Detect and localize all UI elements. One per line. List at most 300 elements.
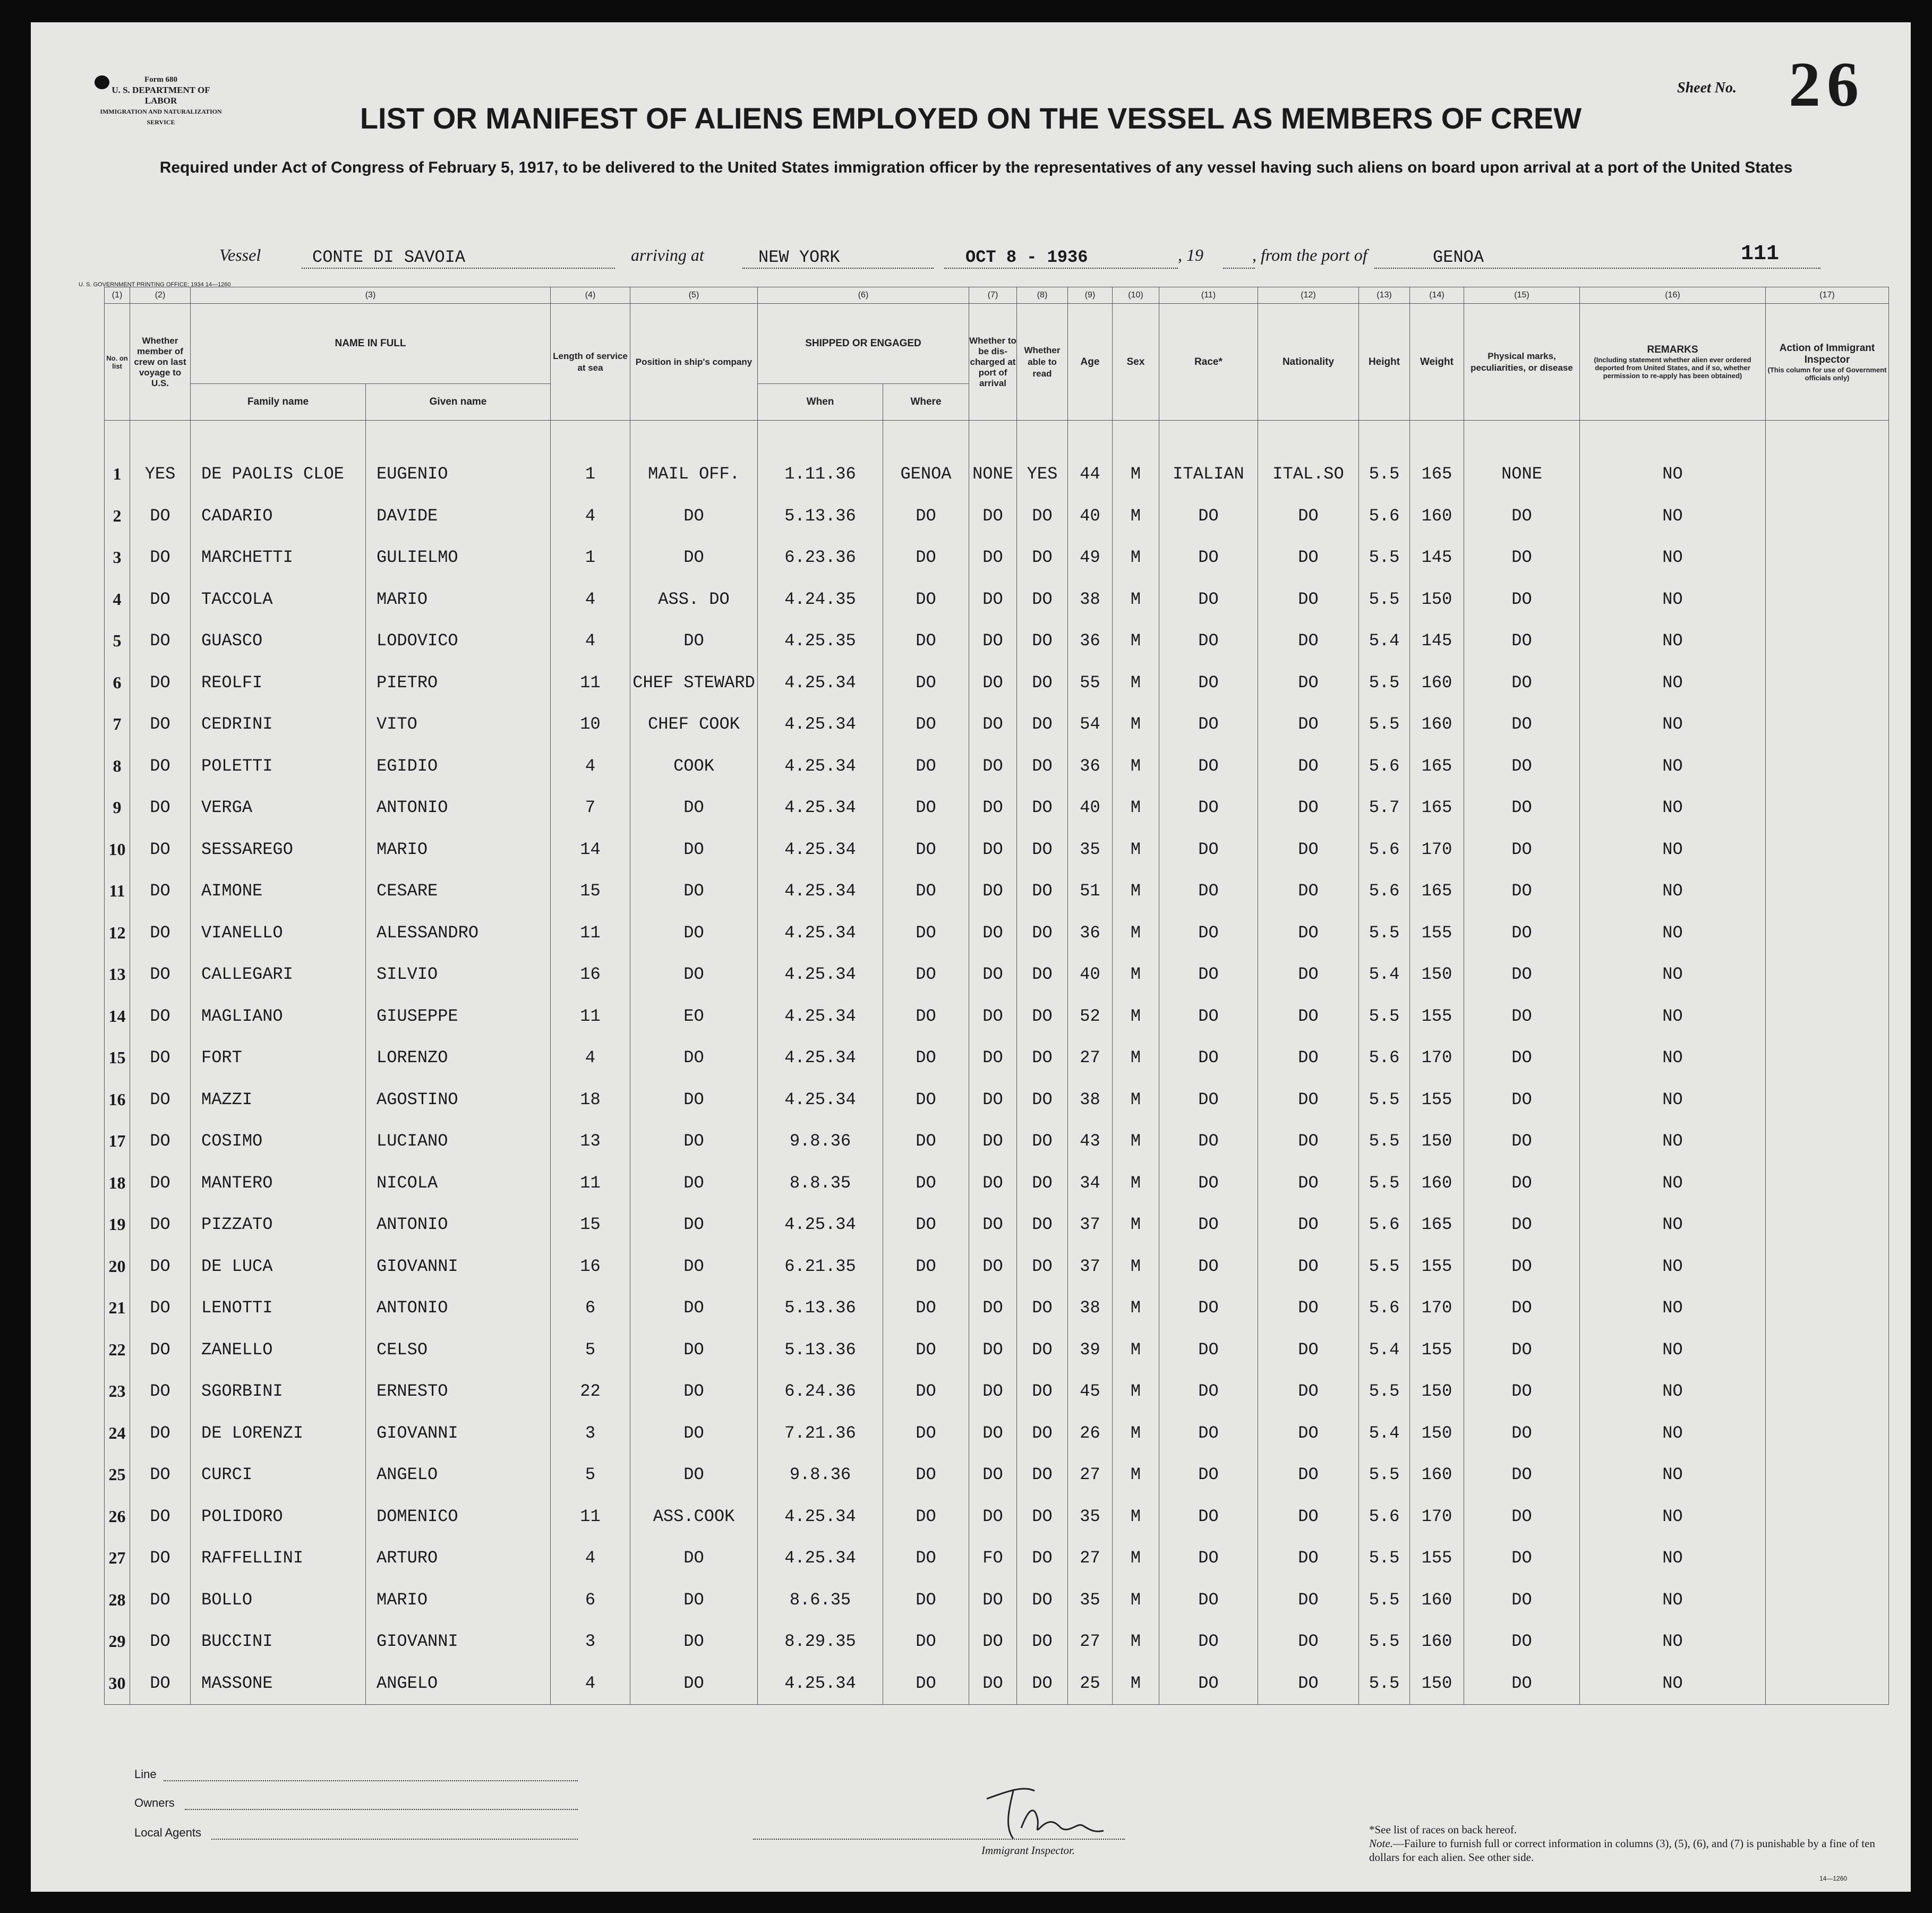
nationality-cell: DO [1258, 1162, 1359, 1204]
family-name-cell: GUASCO [191, 620, 366, 662]
weight-cell: 150 [1410, 954, 1464, 996]
sex-cell: M [1113, 1079, 1159, 1121]
position-cell: DO [630, 787, 758, 829]
age-cell: 49 [1068, 537, 1113, 579]
inspector-label: Immigrant Inspector. [981, 1844, 1075, 1857]
age-cell: 38 [1068, 578, 1113, 620]
action-cell [1766, 537, 1889, 579]
height-cell: 5.4 [1359, 620, 1410, 662]
nationality-cell: DO [1258, 537, 1359, 579]
given-name-cell: NICOLA [366, 1162, 551, 1204]
race-cell: DO [1159, 620, 1258, 662]
nationality-cell: DO [1258, 1079, 1359, 1121]
table-row [105, 1412, 1889, 1454]
remarks-cell: NO [1580, 578, 1766, 620]
family-name-cell: COSIMO [191, 1121, 366, 1163]
sex-cell: M [1113, 1412, 1159, 1454]
age-cell: 37 [1068, 1245, 1113, 1287]
prev-voyage-cell: DO [130, 1662, 191, 1704]
table-row [105, 1287, 1889, 1329]
table-row [105, 1454, 1889, 1496]
discharged-cell: DO [969, 1037, 1017, 1079]
able-read-cell: DO [1017, 870, 1068, 912]
nationality-cell: DO [1258, 1579, 1359, 1621]
shipped-where-cell: DO [883, 578, 969, 620]
age-cell: 36 [1068, 745, 1113, 787]
service-cell: 4 [551, 745, 630, 787]
page-title: LIST OR MANIFEST OF ALIENS EMPLOYED ON THE VESSEL AS MEMBERS OF CREW [360, 101, 1582, 135]
table-row [105, 537, 1889, 579]
weight-cell: 165 [1410, 1204, 1464, 1246]
action-cell [1766, 1496, 1889, 1538]
remarks-cell: NO [1580, 787, 1766, 829]
height-cell: 5.5 [1359, 1662, 1410, 1704]
shipped-when-cell: 5.13.36 [758, 1329, 883, 1371]
discharged-cell: FO [969, 1538, 1017, 1579]
vessel-name: CONTE DI SAVOIA [312, 247, 466, 267]
arriving-port: NEW YORK [758, 247, 840, 267]
weight-cell: 155 [1410, 1245, 1464, 1287]
race-cell: DO [1159, 954, 1258, 996]
prev-voyage-cell: DO [130, 1121, 191, 1163]
inspector-signature [976, 1775, 1114, 1849]
family-name-cell: DE PAOLIS CLOE [191, 421, 366, 496]
able-read-cell: DO [1017, 620, 1068, 662]
age-cell: 52 [1068, 995, 1113, 1037]
given-name-cell: ANTONIO [366, 787, 551, 829]
family-name-cell: FORT [191, 1037, 366, 1079]
action-cell [1766, 704, 1889, 746]
nationality-cell: DO [1258, 995, 1359, 1037]
remarks-cell: NO [1580, 1204, 1766, 1246]
weight-cell: 160 [1410, 1162, 1464, 1204]
able-read-cell: YES [1017, 421, 1068, 496]
race-cell: DO [1159, 1579, 1258, 1621]
shipped-where-cell: DO [883, 870, 969, 912]
no-cell: 6 [105, 662, 130, 704]
action-cell [1766, 1538, 1889, 1579]
col-num-9: (9) [1068, 287, 1113, 304]
shipped-where-cell: DO [883, 620, 969, 662]
position-cell: ASS.COOK [630, 1496, 758, 1538]
shipped-when-cell: 8.29.35 [758, 1621, 883, 1663]
shipped-where-cell: DO [883, 787, 969, 829]
sex-cell: M [1113, 1287, 1159, 1329]
position-cell: EO [630, 995, 758, 1037]
family-name-cell: MASSONE [191, 1662, 366, 1704]
nationality-cell: DO [1258, 787, 1359, 829]
prev-voyage-cell: DO [130, 537, 191, 579]
no-cell: 27 [105, 1538, 130, 1579]
header-discharged: Whether to be dis-charged at port of arrival [969, 304, 1017, 421]
physical-cell: DO [1464, 912, 1580, 954]
given-name-cell: LORENZO [366, 1037, 551, 1079]
family-name-cell: DE LORENZI [191, 1412, 366, 1454]
discharged-cell: DO [969, 1371, 1017, 1413]
shipped-where-cell: DO [883, 1454, 969, 1496]
weight-cell: 165 [1410, 745, 1464, 787]
col-num-14: (14) [1410, 287, 1464, 304]
remarks-cell: NO [1580, 1037, 1766, 1079]
header-remarks-title: REMARKS [1647, 344, 1698, 355]
col-num-6: (6) [758, 287, 969, 304]
given-name-cell: EUGENIO [366, 421, 551, 496]
header-remarks-note: (Including statement whether alien ever ordered deported from United States, and if so, whether permission to re-apply has been obtained) [1594, 356, 1751, 380]
shipped-when-cell: 9.8.36 [758, 1121, 883, 1163]
no-cell: 1 [105, 421, 130, 496]
prev-voyage-cell: DO [130, 1454, 191, 1496]
remarks-cell: NO [1580, 1538, 1766, 1579]
height-cell: 5.5 [1359, 662, 1410, 704]
action-cell [1766, 1412, 1889, 1454]
year-label: , 19 [1178, 245, 1203, 264]
race-cell: DO [1159, 1454, 1258, 1496]
age-cell: 26 [1068, 1412, 1113, 1454]
family-name-cell: MARCHETTI [191, 537, 366, 579]
height-cell: 5.5 [1359, 1121, 1410, 1163]
prev-voyage-cell: DO [130, 662, 191, 704]
service-cell: 16 [551, 1245, 630, 1287]
given-name-cell: EGIDIO [366, 745, 551, 787]
shipped-when-cell: 4.25.34 [758, 1662, 883, 1704]
header-action-title: Action of Immigrant Inspector [1779, 342, 1875, 365]
age-cell: 39 [1068, 1329, 1113, 1371]
sex-cell: M [1113, 1662, 1159, 1704]
no-cell: 26 [105, 1496, 130, 1538]
shipped-when-cell: 4.25.34 [758, 870, 883, 912]
height-cell: 5.6 [1359, 1496, 1410, 1538]
weight-cell: 155 [1410, 1538, 1464, 1579]
arriving-label: arriving at [631, 245, 704, 264]
able-read-cell: DO [1017, 1162, 1068, 1204]
family-name-cell: MANTERO [191, 1162, 366, 1204]
age-cell: 36 [1068, 620, 1113, 662]
given-name-cell: VITO [366, 704, 551, 746]
able-read-cell: DO [1017, 1412, 1068, 1454]
prev-voyage-cell: DO [130, 1538, 191, 1579]
prev-voyage-cell: DO [130, 495, 191, 537]
agents-label: Local Agents [134, 1826, 201, 1839]
action-cell [1766, 1079, 1889, 1121]
shipped-where-cell: DO [883, 1621, 969, 1663]
race-cell: DO [1159, 829, 1258, 870]
table-row [105, 787, 1889, 829]
remarks-cell: NO [1580, 1621, 1766, 1663]
race-cell: DO [1159, 1287, 1258, 1329]
physical-cell: DO [1464, 1162, 1580, 1204]
shipped-when-cell: 4.25.34 [758, 912, 883, 954]
age-cell: 35 [1068, 1496, 1113, 1538]
nationality-cell: DO [1258, 1245, 1359, 1287]
no-cell: 3 [105, 537, 130, 579]
voyage-line [31, 240, 1911, 272]
shipped-when-cell: 4.25.34 [758, 1079, 883, 1121]
header-nationality: Nationality [1258, 304, 1359, 421]
physical-cell: DO [1464, 578, 1580, 620]
given-name-cell: ANTONIO [366, 1287, 551, 1329]
remarks-cell: NO [1580, 870, 1766, 912]
service-cell: 22 [551, 1371, 630, 1413]
service-cell: 5 [551, 1454, 630, 1496]
position-cell: DO [630, 1037, 758, 1079]
crew-manifest-table [104, 287, 1889, 1705]
no-cell: 12 [105, 912, 130, 954]
position-cell: DO [630, 1121, 758, 1163]
able-read-cell: DO [1017, 787, 1068, 829]
discharged-cell: NONE [969, 421, 1017, 496]
table-row [105, 1496, 1889, 1538]
nationality-cell: DO [1258, 829, 1359, 870]
sex-cell: M [1113, 745, 1159, 787]
position-cell: DO [630, 1204, 758, 1246]
discharged-cell: DO [969, 662, 1017, 704]
physical-cell: DO [1464, 662, 1580, 704]
race-cell: DO [1159, 1496, 1258, 1538]
discharged-cell: DO [969, 870, 1017, 912]
weight-cell: 165 [1410, 787, 1464, 829]
race-cell: DO [1159, 1371, 1258, 1413]
remarks-cell: NO [1580, 1287, 1766, 1329]
action-cell [1766, 1037, 1889, 1079]
position-cell: DO [630, 1412, 758, 1454]
discharged-cell: DO [969, 787, 1017, 829]
physical-cell: DO [1464, 537, 1580, 579]
col-num-16: (16) [1580, 287, 1766, 304]
discharged-cell: DO [969, 829, 1017, 870]
shipped-when-cell: 4.25.34 [758, 745, 883, 787]
height-cell: 5.6 [1359, 1037, 1410, 1079]
family-name-cell: BOLLO [191, 1579, 366, 1621]
able-read-cell: DO [1017, 954, 1068, 996]
able-read-cell: DO [1017, 1204, 1068, 1246]
position-cell: DO [630, 1454, 758, 1496]
age-cell: 27 [1068, 1538, 1113, 1579]
action-cell [1766, 421, 1889, 496]
fine-note [1369, 1837, 1900, 1864]
discharged-cell: DO [969, 1162, 1017, 1204]
sex-cell: M [1113, 1329, 1159, 1371]
discharged-cell: DO [969, 578, 1017, 620]
service-cell: 15 [551, 1204, 630, 1246]
list-reference: 111 [1741, 242, 1780, 266]
prev-voyage-cell: DO [130, 1037, 191, 1079]
given-name-cell: SILVIO [366, 954, 551, 996]
age-cell: 54 [1068, 704, 1113, 746]
action-cell [1766, 745, 1889, 787]
prev-voyage-cell: DO [130, 1245, 191, 1287]
physical-cell: DO [1464, 829, 1580, 870]
departure-port: GENOA [1433, 247, 1484, 267]
able-read-cell: DO [1017, 1496, 1068, 1538]
shipped-where-cell: DO [883, 1329, 969, 1371]
no-cell: 2 [105, 495, 130, 537]
table-row [105, 995, 1889, 1037]
shipped-when-cell: 4.25.34 [758, 1037, 883, 1079]
table-row [105, 829, 1889, 870]
prev-voyage-cell: DO [130, 787, 191, 829]
discharged-cell: DO [969, 537, 1017, 579]
weight-cell: 145 [1410, 537, 1464, 579]
position-cell: DO [630, 1245, 758, 1287]
prev-voyage-cell: DO [130, 1496, 191, 1538]
age-cell: 35 [1068, 829, 1113, 870]
department-name: U. S. DEPARTMENT OF LABOR [112, 85, 210, 106]
physical-cell: NONE [1464, 421, 1580, 496]
shipped-when-cell: 4.25.34 [758, 1496, 883, 1538]
height-cell: 5.5 [1359, 995, 1410, 1037]
height-cell: 5.5 [1359, 1079, 1410, 1121]
no-cell: 17 [105, 1121, 130, 1163]
sex-cell: M [1113, 1371, 1159, 1413]
service-cell: 18 [551, 1079, 630, 1121]
shipped-where-cell: DO [883, 954, 969, 996]
height-cell: 5.7 [1359, 787, 1410, 829]
prev-voyage-cell: DO [130, 578, 191, 620]
able-read-cell: DO [1017, 537, 1068, 579]
header-family-name: Family name [191, 384, 366, 421]
discharged-cell: DO [969, 995, 1017, 1037]
able-read-cell: DO [1017, 578, 1068, 620]
race-cell: DO [1159, 1329, 1258, 1371]
printing-note: U. S. GOVERNMENT PRINTING OFFICE: 1934 14—1260 [79, 281, 231, 288]
race-cell: DO [1159, 1412, 1258, 1454]
position-cell: DO [630, 1538, 758, 1579]
physical-cell: DO [1464, 954, 1580, 996]
physical-cell: DO [1464, 870, 1580, 912]
family-name-cell: CEDRINI [191, 704, 366, 746]
family-name-cell: ZANELLO [191, 1329, 366, 1371]
race-cell: DO [1159, 1538, 1258, 1579]
given-name-cell: AGOSTINO [366, 1079, 551, 1121]
sex-cell: M [1113, 870, 1159, 912]
height-cell: 5.6 [1359, 829, 1410, 870]
family-name-cell: MAZZI [191, 1079, 366, 1121]
given-name-cell: DOMENICO [366, 1496, 551, 1538]
action-cell [1766, 662, 1889, 704]
given-name-cell: MARIO [366, 829, 551, 870]
given-name-cell: GIUSEPPE [366, 995, 551, 1037]
col-num-10: (10) [1113, 287, 1159, 304]
given-name-cell: MARIO [366, 578, 551, 620]
remarks-cell: NO [1580, 1496, 1766, 1538]
action-cell [1766, 1204, 1889, 1246]
height-cell: 5.6 [1359, 745, 1410, 787]
family-name-cell: REOLFI [191, 662, 366, 704]
height-cell: 5.5 [1359, 578, 1410, 620]
header-remarks [1580, 304, 1766, 421]
height-cell: 5.4 [1359, 954, 1410, 996]
header-action-note: (This column for use of Government officials only) [1767, 365, 1887, 382]
shipped-where-cell: DO [883, 1496, 969, 1538]
prev-voyage-cell: DO [130, 954, 191, 996]
race-cell: DO [1159, 537, 1258, 579]
nationality-cell: ITAL.SO [1258, 421, 1359, 496]
nationality-cell: DO [1258, 912, 1359, 954]
footnote [1369, 1823, 1900, 1864]
action-cell [1766, 1162, 1889, 1204]
service-cell: 5 [551, 1329, 630, 1371]
table-row [105, 1037, 1889, 1079]
race-cell: DO [1159, 495, 1258, 537]
age-cell: 43 [1068, 1121, 1113, 1163]
shipped-where-cell: DO [883, 1204, 969, 1246]
age-cell: 55 [1068, 662, 1113, 704]
no-cell: 4 [105, 578, 130, 620]
family-name-cell: PIZZATO [191, 1204, 366, 1246]
nationality-cell: DO [1258, 1121, 1359, 1163]
race-cell: DO [1159, 1245, 1258, 1287]
header-when: When [758, 384, 883, 421]
shipped-when-cell: 4.25.34 [758, 829, 883, 870]
discharged-cell: DO [969, 1579, 1017, 1621]
header-name-in-full: NAME IN FULL [191, 304, 551, 384]
shipped-where-cell: DO [883, 1037, 969, 1079]
prev-voyage-cell: DO [130, 1162, 191, 1204]
table-row [105, 1329, 1889, 1371]
no-cell: 22 [105, 1329, 130, 1371]
shipped-when-cell: 4.25.34 [758, 787, 883, 829]
no-cell: 10 [105, 829, 130, 870]
able-read-cell: DO [1017, 1621, 1068, 1663]
table-row [105, 1162, 1889, 1204]
line-label: Line [134, 1767, 157, 1781]
height-cell: 5.5 [1359, 1621, 1410, 1663]
position-cell: DO [630, 1621, 758, 1663]
prev-voyage-cell: DO [130, 1412, 191, 1454]
age-cell: 27 [1068, 1037, 1113, 1079]
remarks-cell: NO [1580, 1079, 1766, 1121]
header-race: Race* [1159, 304, 1258, 421]
service-cell: 11 [551, 995, 630, 1037]
physical-cell: DO [1464, 1621, 1580, 1663]
prev-voyage-cell: DO [130, 1371, 191, 1413]
shipped-where-cell: DO [883, 1538, 969, 1579]
service-cell: 1 [551, 421, 630, 496]
discharged-cell: DO [969, 1412, 1017, 1454]
col-num-15: (15) [1464, 287, 1580, 304]
sex-cell: M [1113, 787, 1159, 829]
action-cell [1766, 995, 1889, 1037]
shipped-when-cell: 6.21.35 [758, 1245, 883, 1287]
service-cell: 16 [551, 954, 630, 996]
weight-cell: 170 [1410, 1496, 1464, 1538]
physical-cell: DO [1464, 620, 1580, 662]
weight-cell: 170 [1410, 1287, 1464, 1329]
sex-cell: M [1113, 1579, 1159, 1621]
sex-cell: M [1113, 995, 1159, 1037]
prev-voyage-cell: DO [130, 620, 191, 662]
service-cell: 3 [551, 1621, 630, 1663]
nationality-cell: DO [1258, 1412, 1359, 1454]
family-name-cell: CURCI [191, 1454, 366, 1496]
race-cell: DO [1159, 1204, 1258, 1246]
remarks-cell: NO [1580, 537, 1766, 579]
table-row [105, 1621, 1889, 1663]
table-row [105, 495, 1889, 537]
family-name-cell: TACCOLA [191, 578, 366, 620]
nationality-cell: DO [1258, 1621, 1359, 1663]
discharged-cell: DO [969, 1662, 1017, 1704]
table-row [105, 912, 1889, 954]
nationality-cell: DO [1258, 704, 1359, 746]
table-row [105, 620, 1889, 662]
position-cell: DO [630, 1079, 758, 1121]
remarks-cell: NO [1580, 1454, 1766, 1496]
given-name-cell: ANGELO [366, 1454, 551, 1496]
sheet-label: Sheet No. [1677, 80, 1737, 96]
action-cell [1766, 495, 1889, 537]
height-cell: 5.5 [1359, 421, 1410, 496]
